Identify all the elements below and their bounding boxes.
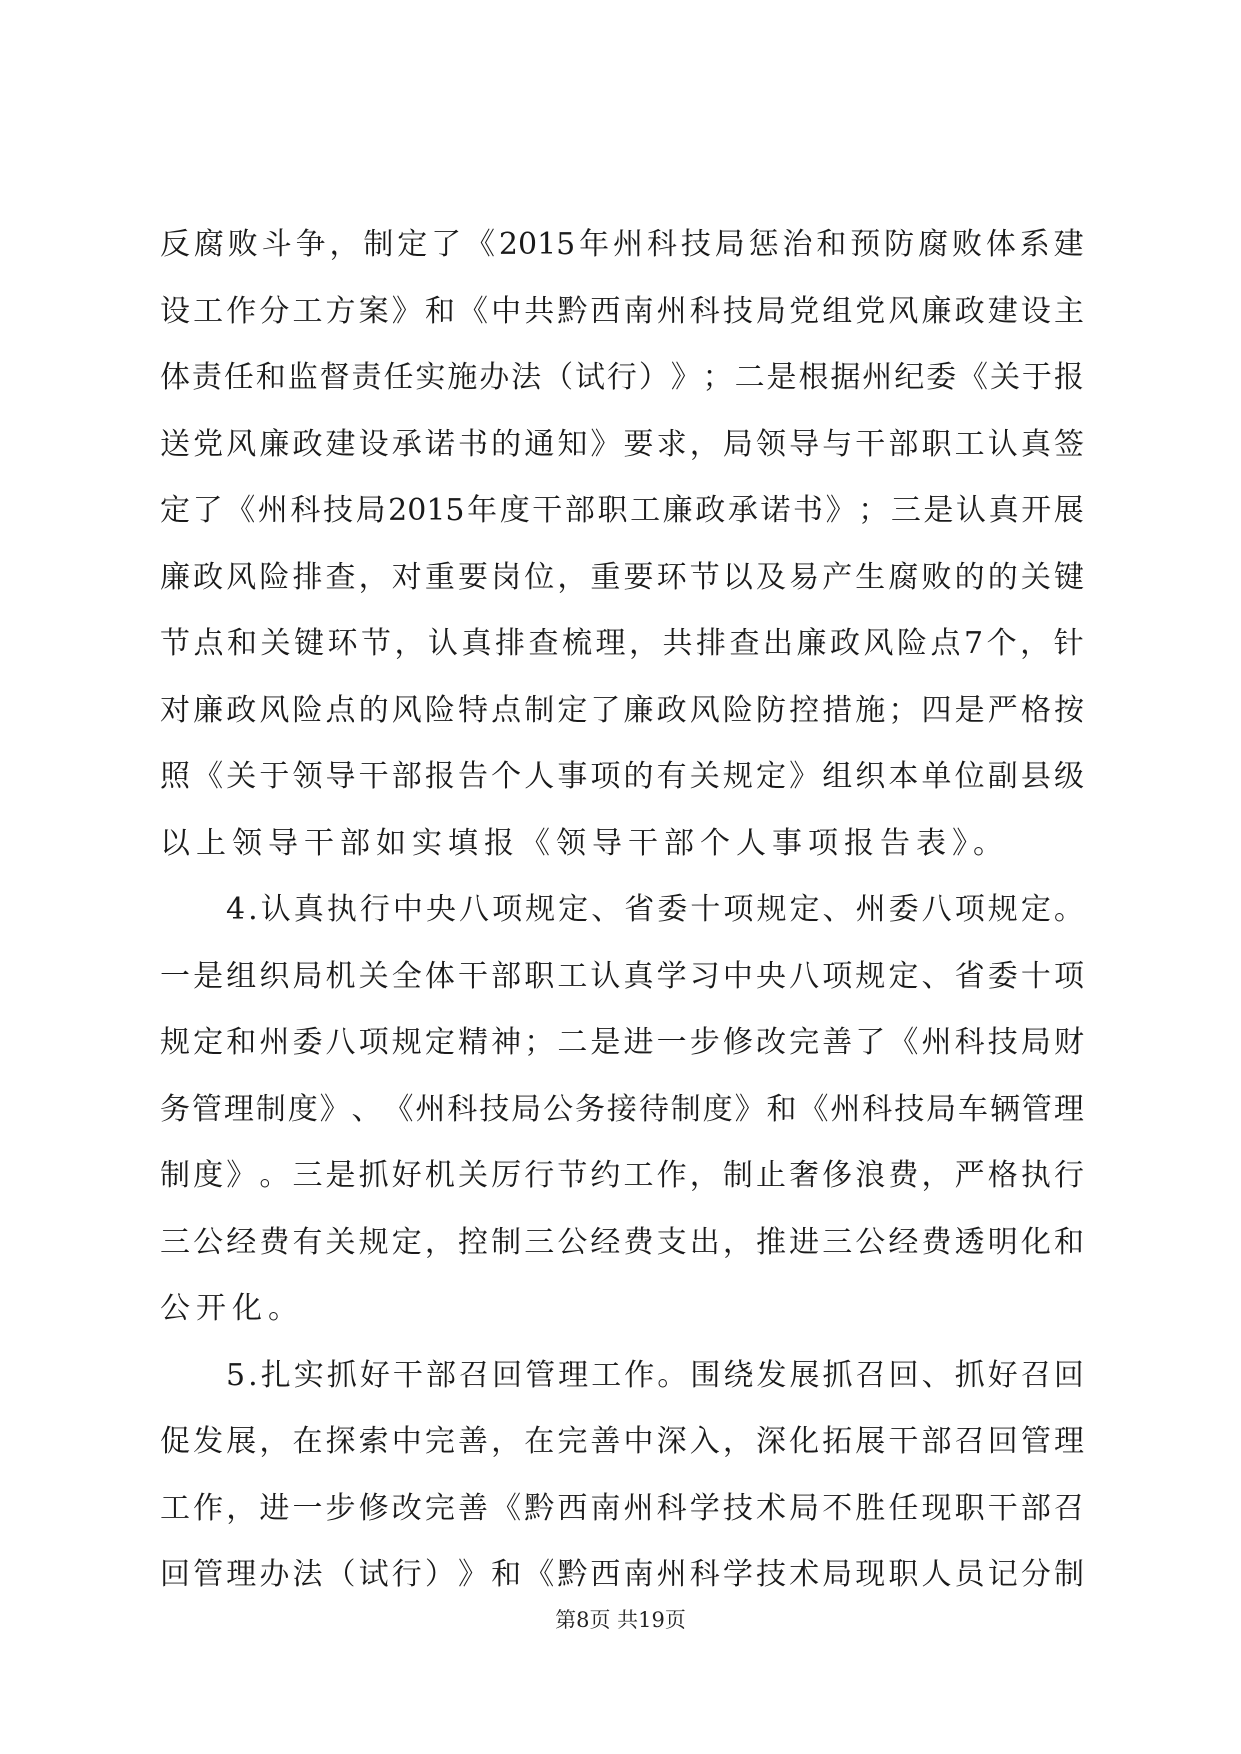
text-line: 对 廉 政 风 险 点 的 风 险 特 点 制 定 了 廉 政 风 险 防 控 措 施 ； 四 是 严 格 按 [160,692,1084,728]
text-line: 反 腐 败 斗 争 ， 制 定 了 《 2015 年 州 科 技 局 惩 治 和 预 防 腐 败 体 系 建 [160,227,1084,262]
text-line: 4 . 认 真 执 行 中 央 八 项 规 定 、 省 委 十 项 规 定 、 州 委 八 项 规 定 。 [226,892,1084,927]
text-line: 务 管 理 制 度 》 、 《 州 科 技 局 公 务 接 待 制 度 》 和 《 州 科 技 局 车 辆 管 理 [160,1091,1084,1127]
text-line: 一 是 组 织 局 机 关 全 体 干 部 职 工 认 真 学 习 中 央 八 项 规 定 、 省 委 十 项 [160,958,1084,994]
page-number-label: 第8页 共19页 [555,1608,686,1632]
text-line: 定 了 《 州 科 技 局 2015 年 度 干 部 职 工 廉 政 承 诺 书 》 ； 三 是 认 真 开 展 [160,493,1084,528]
text-line: 廉 政 风 险 排 查 ， 对 重 要 岗 位 ， 重 要 环 节 以 及 易 产 生 腐 败 的 的 关 键 [160,559,1084,595]
text-line: 工 作 ， 进 一 步 修 改 完 善 《 黔 西 南 州 科 学 技 术 局 不 胜 任 现 职 干 部 召 [160,1490,1084,1526]
body-text [160,212,1084,1609]
text-line: 送 党 风 廉 政 建 设 承 诺 书 的 通 知 》 要 求 ， 局 领 导 与 干 部 职 工 认 真 签 [160,426,1084,462]
text-line: 照 《 关 于 领 导 干 部 报 告 个 人 事 项 的 有 关 规 定 》 组 织 本 单 位 副 县 级 [160,759,1084,794]
text-line: 回 管 理 办 法 （ 试 行 ） 》 和 《 黔 西 南 州 科 学 技 术 局 现 职 人 员 记 分 制 [160,1557,1084,1592]
text-line: 体 责 任 和 监 督 责 任 实 施 办 法 （ 试 行 ） 》 ； 二 是 根 据 州 纪 委 《 关 于 报 [160,360,1084,395]
text-line: 5 . 扎 实 抓 好 干 部 召 回 管 理 工 作 。 围 绕 发 展 抓 召 回 、 抓 好 召 回 [226,1357,1084,1393]
text-line: 制 度 》 。 三 是 抓 好 机 关 厉 行 节 约 工 作 ， 制 止 奢 侈 浪 费 ， 严 格 执 行 [160,1158,1084,1193]
text-line: 以上领导干部如实填报《领导干部个人事项报告表》。 [160,825,1009,861]
page-footer [0,1606,1241,1634]
text-line: 规 定 和 州 委 八 项 规 定 精 神 ； 二 是 进 一 步 修 改 完 善 了 《 州 科 技 局 财 [160,1025,1084,1060]
text-line: 节 点 和 关 键 环 节 ， 认 真 排 查 梳 理 ， 共 排 查 出 廉 政 风 险 点 7 个 ， 针 [160,626,1084,661]
text-line: 公开化。 [160,1291,304,1326]
text-line: 设 工 作 分 工 方 案 》 和 《 中 共 黔 西 南 州 科 技 局 党 组 党 风 廉 政 建 设 主 [160,293,1084,329]
text-line: 促 发 展 ， 在 探 索 中 完 善 ， 在 完 善 中 深 入 ， 深 化 拓 展 干 部 召 回 管 理 [160,1424,1084,1459]
text-line: 三 公 经 费 有 关 规 定 ， 控 制 三 公 经 费 支 出 ， 推 进 三 公 经 费 透 明 化 和 [160,1224,1084,1260]
